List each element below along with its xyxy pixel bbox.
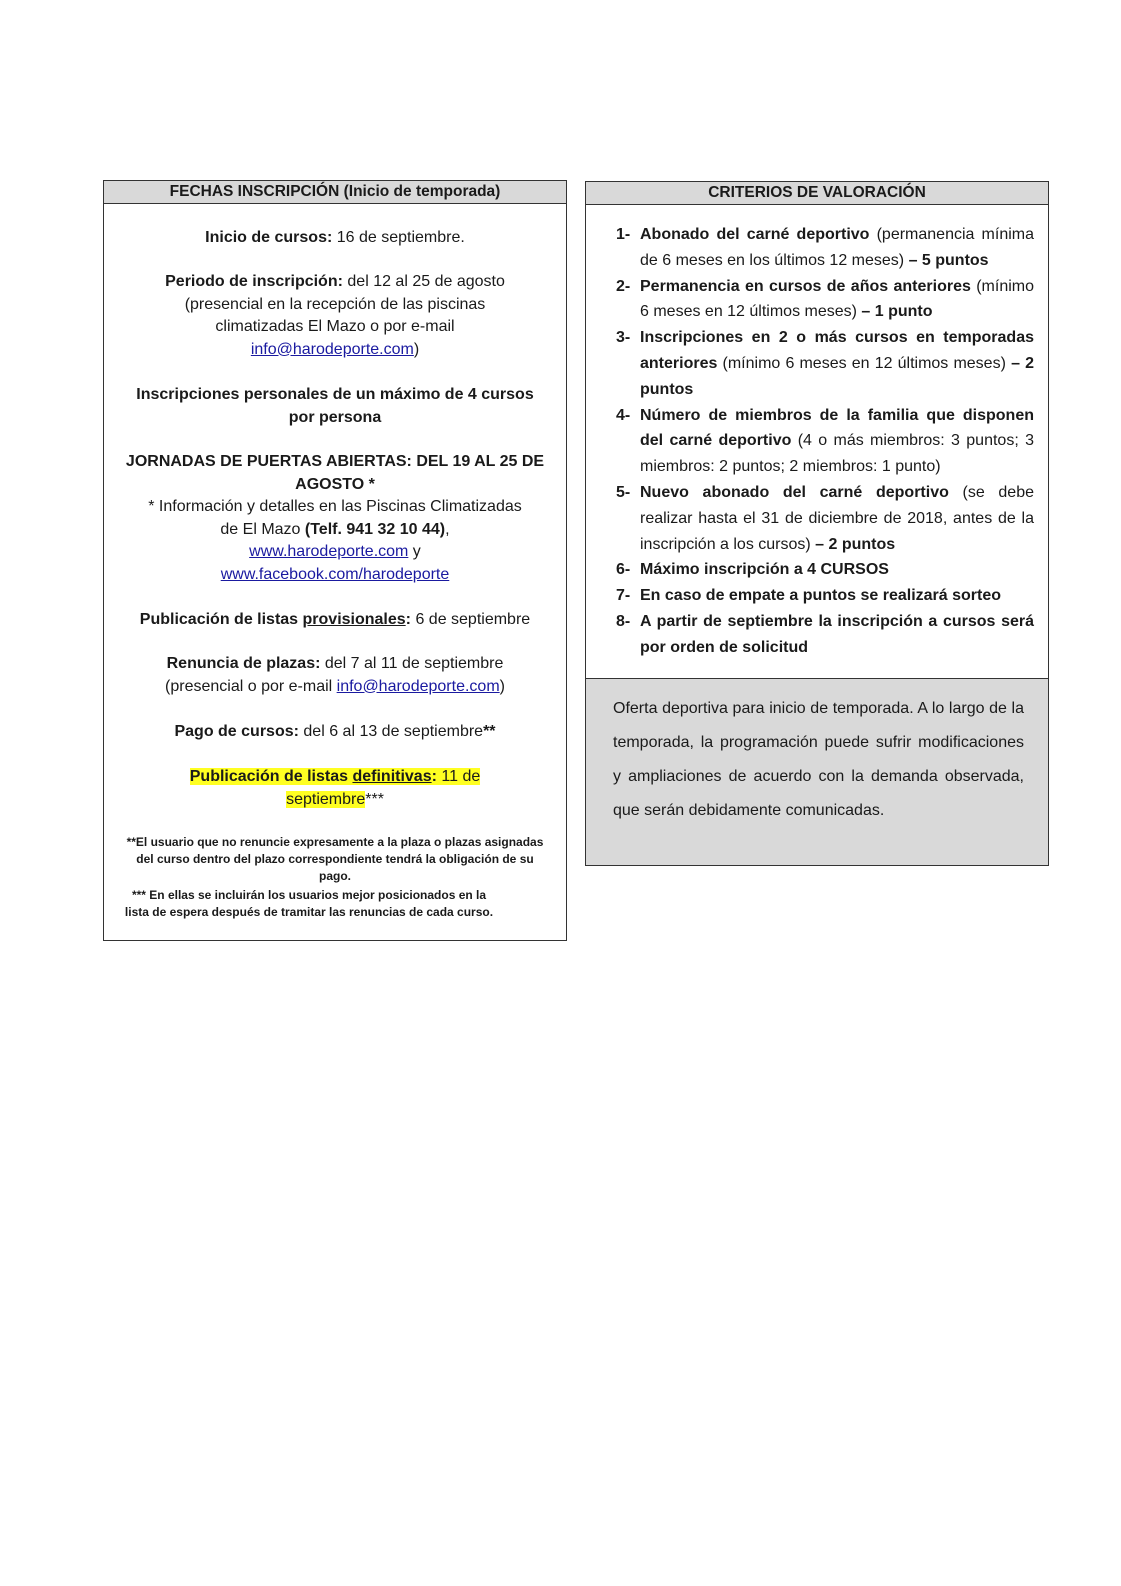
registration-dates-header: FECHAS INSCRIPCIÓN (Inicio de temporada) xyxy=(104,181,566,204)
criteria-box xyxy=(585,181,1049,866)
criteria-detail: (mínimo 6 meses en 12 últimos meses) xyxy=(717,354,1012,372)
criteria-number: 6- xyxy=(616,561,631,579)
criteria-number: 4- xyxy=(616,406,631,424)
final-lists: Publicación de listas definitivas: 11 de septiembre*** xyxy=(189,768,481,808)
provisional-lists: Publicación de listas provisionales: 6 de septiembre xyxy=(139,611,531,628)
criteria-title: Máximo inscripción a 4 CURSOS xyxy=(640,561,889,579)
criteria-detail: (mínimo 6 meses en 12 últimos meses) xyxy=(640,277,1035,321)
criteria-item xyxy=(616,274,1034,326)
criteria-item xyxy=(616,222,1034,274)
course-start: Inicio de cursos: 16 de septiembre. xyxy=(205,229,465,246)
email-link-2[interactable]: info@harodeporte.com xyxy=(336,677,500,695)
withdrawal-period: Renuncia de plazas: del 7 al 11 de septiembre (presencial o por e-mail info@harodeporte.com) xyxy=(165,655,505,695)
criteria-title: En caso de empate a puntos se realizará sorteo xyxy=(640,587,1002,605)
footnote-payment: **El usuario que no renuncie expresamente a la plaza o plazas asignadas del curso dentro del plazo correspondiente tendrá la obligación de su pago. xyxy=(126,835,544,883)
criteria-title: Inscripciones en 2 o más cursos en temporadas anteriores xyxy=(640,329,1034,372)
criteria-title: A partir de septiembre la inscripción a cursos será por orden de solicitud xyxy=(640,612,1034,656)
criteria-number: 1- xyxy=(616,226,631,243)
criteria-number: 3- xyxy=(616,329,631,347)
criteria-number: 7- xyxy=(616,587,631,605)
criteria-number: 5- xyxy=(616,483,631,501)
criteria-item xyxy=(616,583,1034,609)
criteria-number: 2- xyxy=(616,277,631,295)
registration-dates-box xyxy=(103,180,567,941)
open-days: JORNADAS DE PUERTAS ABIERTAS: DEL 19 AL 25 DE AGOSTO * * Información y detalles en las Piscinas Climatizadas de El Mazo (Telf. 941 32 10 44), www.harodeporte.com y www.facebook.com/harodeporte xyxy=(125,453,545,583)
criteria-points: – 2 puntos xyxy=(640,354,1035,398)
registration-period: Periodo de inscripción: del 12 al 25 de agosto (presencial en la recepción de las piscinas climatizadas El Mazo o por e-mail info@harodeporte.com) xyxy=(165,273,505,358)
criteria-item xyxy=(616,609,1034,661)
criteria-points: – 2 puntos xyxy=(815,535,896,553)
criteria-title: Permanencia en cursos de años anteriores xyxy=(640,277,971,295)
criteria-number: 8- xyxy=(616,612,631,630)
criteria-points: – 5 puntos xyxy=(908,251,989,269)
facebook-link[interactable]: www.facebook.com/harodeporte xyxy=(220,565,450,583)
criteria-list xyxy=(616,222,1034,661)
season-note-box xyxy=(586,678,1048,865)
season-note: Oferta deportiva para inicio de temporada. A lo largo de la temporada, la programación puede sufrir modificaciones y ampliaciones de acuerdo con la demanda observada, que serán debidamente comunicadas. xyxy=(613,700,1024,819)
max-courses: Inscripciones personales de un máximo de 4 cursos por persona xyxy=(136,386,534,426)
email-link[interactable]: info@harodeporte.com xyxy=(250,340,414,358)
criteria-header: CRITERIOS DE VALORACIÓN xyxy=(586,182,1048,205)
payment-period: Pago de cursos: del 6 al 13 de septiembre** xyxy=(174,723,496,740)
footnote-lists: *** En ellas se incluirán los usuarios mejor posicionados en la lista de espera después de tramitar las renuncias de cada curso. xyxy=(124,888,494,919)
criteria-title: Abonado del carné deportivo xyxy=(640,226,870,243)
criteria-title: Número de miembros de la familia que disponen del carné deportivo xyxy=(640,406,1034,450)
criteria-points: – 1 punto xyxy=(861,303,933,321)
criteria-item xyxy=(616,480,1034,557)
criteria-item xyxy=(616,557,1034,583)
website-link[interactable]: www.harodeporte.com xyxy=(249,543,409,560)
criteria-detail: (se debe realizar hasta el 31 de diciembre de 2018, antes de la inscripción a los cursos) xyxy=(640,483,1034,553)
criteria-detail: (permanencia mínima de 6 meses en los últimos 12 meses) xyxy=(640,226,1035,269)
criteria-item xyxy=(616,403,1034,480)
criteria-title: Nuevo abonado del carné deportivo xyxy=(640,483,949,501)
criteria-detail: (4 o más miembros: 3 puntos; 3 miembros: 2 puntos; 2 miembros: 1 punto) xyxy=(640,432,1035,476)
criteria-item xyxy=(616,325,1034,402)
